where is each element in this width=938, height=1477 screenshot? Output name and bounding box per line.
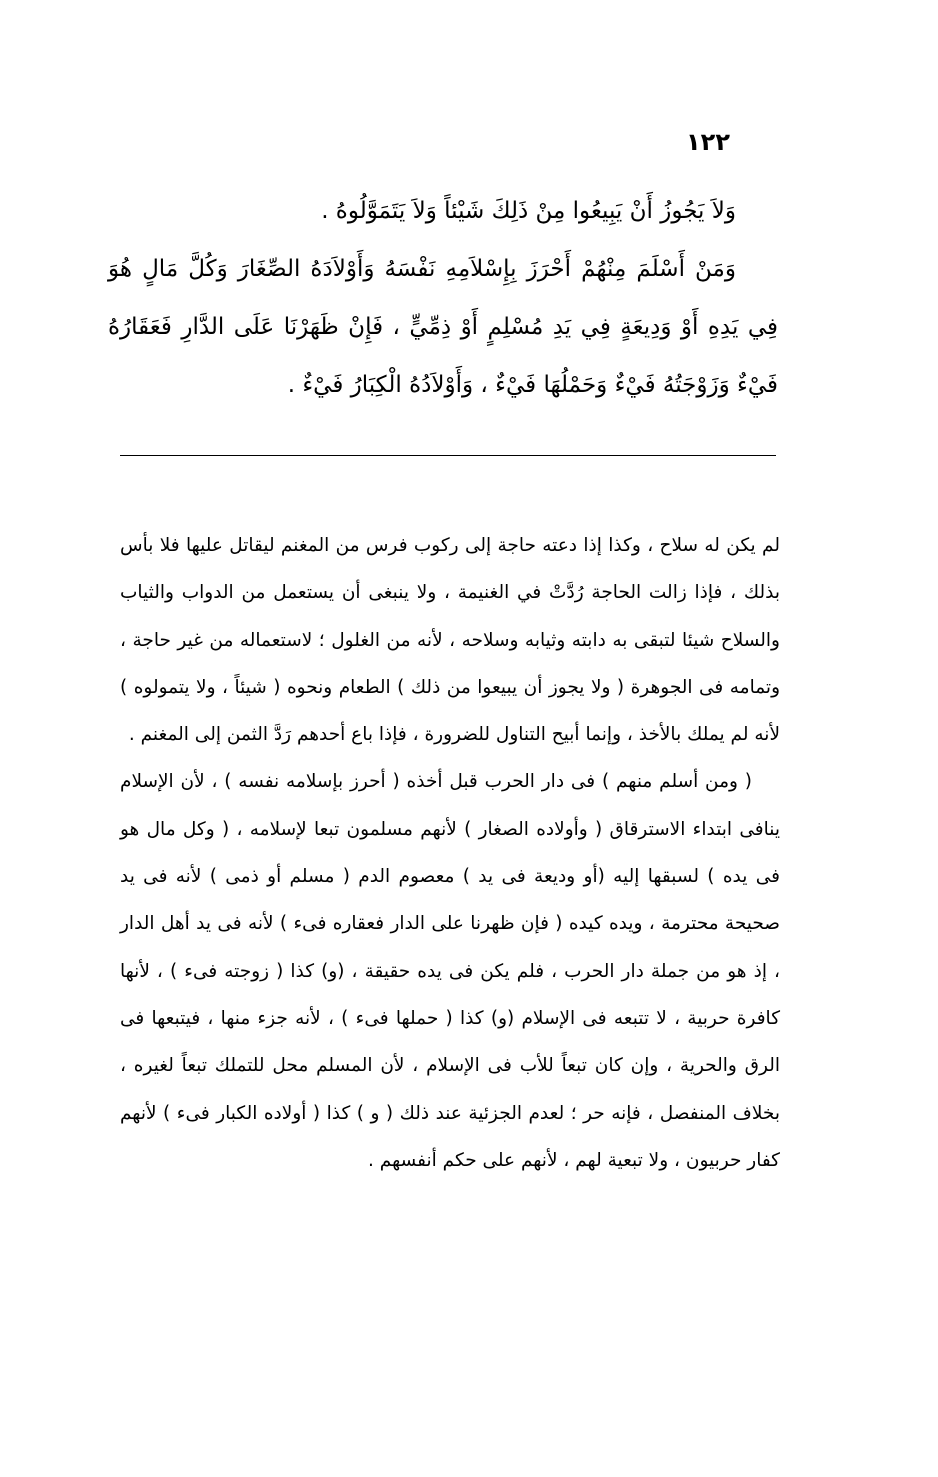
main-text-paragraph-2: وَمَنْ أَسْلَمَ مِنْهُمْ أَحْرَزَ بِإِسْلاَمِهِ نَفْسَهُ وَأَوْلاَدَهُ الصِّغَارَ وَكُلَّ مَالٍ هُوَ فِي يَدِهِ أَوْ وَدِيعَةٍ فِي يَدِ مُسْلِمٍ أَوْ ذِمِّيٍّ ، فَإِنْ ظَهَرْنَا عَلَى الدَّارِ فَعَقَارُهُ فَيْءٌ وَزَوْجَتُهُ فَيْءٌ وَحَمْلُهَا فَيْءٌ ، وَأَوْلاَدُهُ الْكِبَارُ فَيْءٌ . [108, 256, 778, 398]
commentary-paragraph-2: ( ومن أسلم منهم ) فى دار الحرب قبل أخذه ( أحرز بإسلامه نفسه ) ، لأن الإسلام ينافى ابتداء الاسترقاق ( وأولاده الصغار ) لأنهم مسلمون تبعا لإسلامه ، ( وكل مال هو فى يده ) لسبقها إليه (أو وديعة فى يد ) معصوم الدم ( مسلم أو ذمى ) لأنه فى يد صحيحة محترمة ، ويده كيده ( فإن ظهرنا على الدار فعقاره فىء ) لأنه فى يد أهل الدار ، إذ هو من جملة دار الحرب ، فلم يكن فى يده حقيقة ، (و) كذا ( زوجته فىء ) ، لأنها كافرة حربية ، لا تتبعه فى الإسلام (و) كذا ( حملها فىء ) ، لأنه جزء منها ، فيتبعها فى الرق والحرية ، وإن كان تبعاً للأب فى الإسلام ، لأن المسلم محل للتملك تبعاً لغيره ، بخلاف المنفصل ، فإنه حر ؛ لعدم الجزئية عند ذلك ( و ) كذا ( أولاده الكبار فىء ) لأنهم كفار حربيون ، ولا تبعية لهم ، لأنهم على حكم أنفسهم . [120, 771, 780, 1171]
page-number: ١٢٢ [686, 128, 730, 156]
main-text-block [108, 182, 778, 414]
section-divider [120, 455, 776, 456]
main-text-paragraph-1: وَلاَ يَجُوزُ أَنْ يَبِيعُوا مِنْ ذَلِكَ شَيْئاً وَلاَ يَتَمَوَّلُوهُ . [321, 198, 736, 224]
commentary-paragraph-1: لم يكن له سلاح ، وكذا إذا دعته حاجة إلى ركوب فرس من المغنم ليقاتل عليها فلا بأس بذلك ، فإذا زالت الحاجة رُدَّتْ في الغنيمة ، ولا ينبغى أن يستعمل من الدواب والثياب والسلاح شيئا لتبقى به دابته وثيابه وسلاحه ، لأنه من الغلول ؛ لاستعماله من غير حاجة ، وتمامه فى الجوهرة ( ولا يجوز أن يبيعوا من ذلك ) الطعام ونحوه ( شيئاً ، ولا يتمولوه ) لأنه لم يملك بالأخذ ، وإنما أبيح التناول للضرورة ، فإذا باع أحدهم رَدَّ الثمن إلى المغنم . [120, 535, 780, 746]
commentary-block [120, 522, 780, 1184]
